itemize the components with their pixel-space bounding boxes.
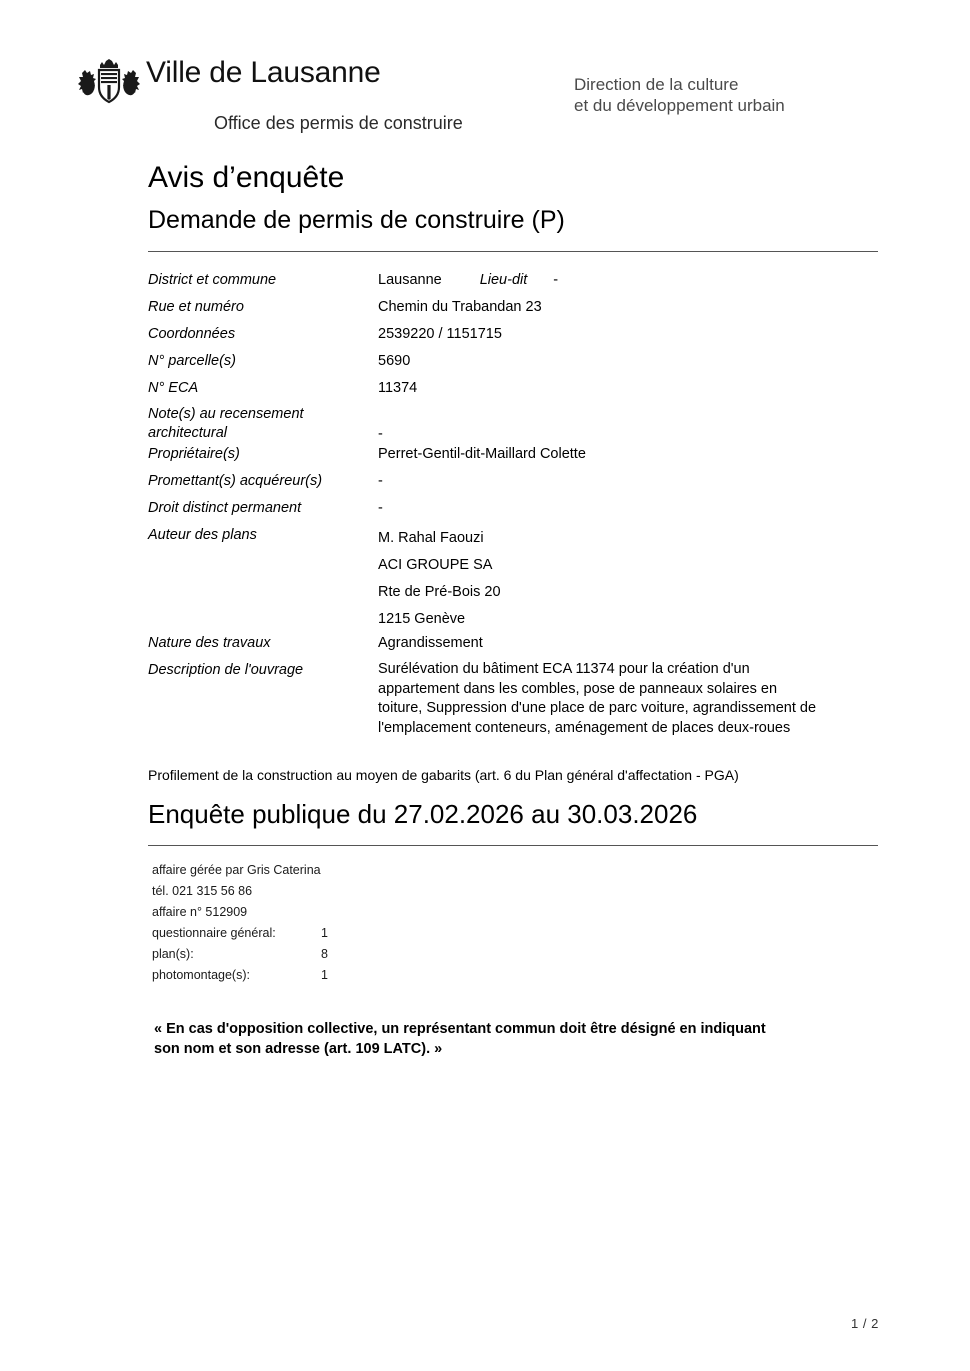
lausanne-coat-of-arms-icon xyxy=(78,59,140,107)
label-owner: Propriétaire(s) xyxy=(148,446,240,462)
count-value: 1 xyxy=(321,968,328,982)
page-number: 1 / 2 xyxy=(851,1316,879,1331)
value-parcel: 5690 xyxy=(378,353,411,369)
table-row-nature xyxy=(148,633,888,660)
label-district: District et commune xyxy=(148,272,277,288)
department-line-2: et du développement urbain xyxy=(574,96,785,115)
enquete-publique-heading: Enquête publique du 27.02.2026 au 30.03.2026 xyxy=(148,799,698,829)
brand-subtitle: Office des permis de construire xyxy=(214,113,463,133)
department-line-1: Direction de la culture xyxy=(574,75,739,94)
count-label: photomontage(s): xyxy=(152,968,250,982)
label-census xyxy=(148,405,378,443)
value-census: - xyxy=(378,426,383,442)
count-value: 8 xyxy=(321,947,328,961)
affair-managed-by: affaire gérée par Gris Caterina xyxy=(152,863,321,877)
value-promisor: - xyxy=(378,473,383,489)
label-distinct-right: Droit distinct permanent xyxy=(148,500,302,516)
count-row-photomontages xyxy=(152,965,328,986)
count-label: plan(s): xyxy=(152,947,194,961)
label-parcel: N° parcelle(s) xyxy=(148,353,236,369)
value-coordinates: 2539220 / 1151715 xyxy=(378,326,502,342)
label-description: Description de l'ouvrage xyxy=(148,662,304,678)
author-line: Rte de Pré-Bois 20 xyxy=(378,584,501,600)
label-coordinates: Coordonnées xyxy=(148,326,236,342)
divider-top xyxy=(148,251,878,252)
author-line: 1215 Genève xyxy=(378,611,466,627)
author-line: M. Rahal Faouzi xyxy=(378,530,484,546)
opposition-notice-line-1: « En cas d'opposition collective, un représentant commun doit être désigné en indiquant xyxy=(154,1021,766,1037)
document-header xyxy=(0,0,970,135)
count-value: 1 xyxy=(321,926,328,940)
value-district-group xyxy=(378,270,888,290)
divider-bottom xyxy=(148,845,878,846)
value-district: Lausanne xyxy=(378,272,442,288)
profilement-note: Profilement de la construction au moyen de gabarits (art. 6 du Plan général d'affectation - PGA) xyxy=(148,767,739,783)
opposition-notice xyxy=(154,1019,860,1059)
table-row-district xyxy=(148,270,888,297)
brand-logo-block xyxy=(78,57,381,107)
value-nature: Agrandissement xyxy=(378,635,483,651)
details-table xyxy=(148,270,888,738)
label-census-line-1: Note(s) au recensement xyxy=(148,406,304,422)
description-line: Surélévation du bâtiment ECA 11374 pour la création d'un xyxy=(378,661,750,677)
label-census-line-2: architectural xyxy=(148,425,227,441)
table-row-description xyxy=(148,660,888,738)
table-row-distinct-right xyxy=(148,498,888,525)
value-owner: Perret-Gentil-dit-Maillard Colette xyxy=(378,446,586,462)
brand-text xyxy=(146,57,381,89)
opposition-notice-line-2: son nom et son adresse (art. 109 LATC). » xyxy=(154,1041,443,1057)
table-row-promisor xyxy=(148,471,888,498)
table-row-eca xyxy=(148,378,888,405)
count-row-plans xyxy=(152,944,328,965)
affair-case-number: affaire n° 512909 xyxy=(152,905,248,919)
page-subtitle: Demande de permis de construire (P) xyxy=(148,206,565,234)
affair-phone: tél. 021 315 56 86 xyxy=(152,884,253,898)
value-author-lines xyxy=(378,525,888,633)
count-row-questionnaire xyxy=(152,923,328,944)
label-author: Auteur des plans xyxy=(148,527,257,543)
label-promisor: Promettant(s) acquéreur(s) xyxy=(148,473,323,489)
label-nature: Nature des travaux xyxy=(148,635,271,651)
value-distinct-right: - xyxy=(378,500,383,516)
value-eca: 11374 xyxy=(378,380,418,396)
description-line: l'emplacement conteneurs, aménagement de places deux-roues xyxy=(378,719,791,736)
affair-info-block xyxy=(152,860,328,986)
author-line: ACI GROUPE SA xyxy=(378,557,493,573)
value-lieu-dit: - xyxy=(553,272,559,288)
label-lieu-dit: Lieu-dit xyxy=(479,272,528,288)
table-row-census xyxy=(148,405,888,444)
count-label: questionnaire général: xyxy=(152,926,276,940)
department-block xyxy=(574,74,785,116)
value-street: Chemin du Trabandan 23 xyxy=(378,299,542,315)
value-description-lines xyxy=(378,660,888,738)
label-eca: N° ECA xyxy=(148,380,199,396)
label-street: Rue et numéro xyxy=(148,299,244,315)
description-line: toiture, Suppression d'une place de parc voiture, agrandissement de xyxy=(378,700,817,716)
table-row-author xyxy=(148,525,888,633)
table-row-owner xyxy=(148,444,888,471)
table-row-coordinates xyxy=(148,324,888,351)
page-title: Avis d’enquête xyxy=(148,161,345,194)
brand-title: Ville de Lausanne xyxy=(146,56,381,89)
description-line: appartement dans les combles, pose de panneaux solaires en xyxy=(378,680,778,697)
table-row-parcel xyxy=(148,351,888,378)
table-row-street xyxy=(148,297,888,324)
